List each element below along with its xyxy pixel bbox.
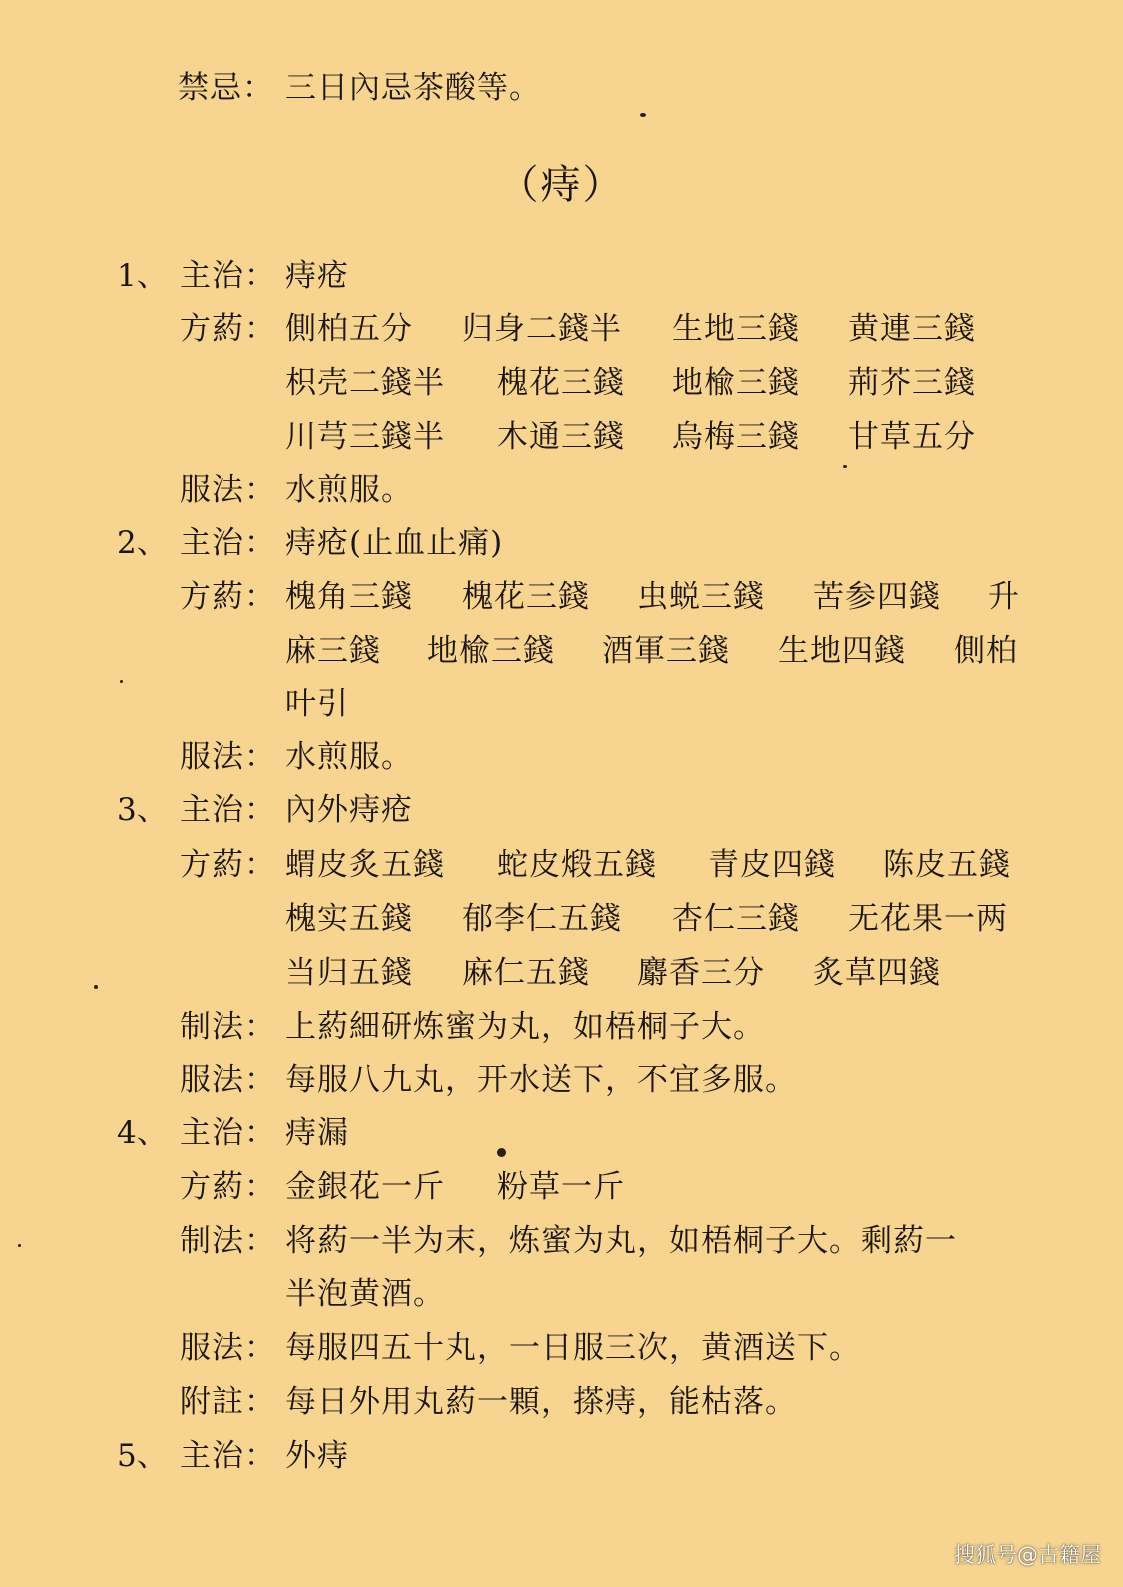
herb-item: 归身二錢半 — [462, 311, 622, 347]
herb-item: 槐花三錢 — [462, 579, 590, 615]
zhuzhi-text: 內外痔疮 — [285, 792, 413, 828]
herb-item: 杏仁三錢 — [672, 901, 800, 937]
section-title: （痔） — [498, 162, 625, 208]
herb-item: 虫蜕三錢 — [637, 579, 765, 615]
entry-number: 5、 — [117, 1438, 168, 1474]
herb-item: 側柏五分 — [285, 311, 413, 347]
scan-speck — [120, 680, 123, 683]
herb-item: 生地三錢 — [672, 311, 800, 347]
fangyao-label: 方葯： — [180, 311, 276, 347]
herb-item: 无花果一两 — [848, 901, 1008, 937]
zhuzhi-label: 主治： — [180, 1438, 276, 1474]
herb-item: 郁李仁五錢 — [462, 901, 622, 937]
herb-item: 荊芥三錢 — [848, 365, 976, 401]
herb-item: 金銀花一斤 — [285, 1169, 445, 1205]
herb-item: 酒軍三錢 — [602, 633, 730, 669]
herb-item: 叶引 — [285, 686, 349, 722]
fangyao-label: 方葯： — [180, 1169, 276, 1205]
entry-number: 3、 — [117, 792, 168, 828]
jinji-label: 禁忌： — [178, 70, 274, 106]
herb-item: 地楡三錢 — [672, 365, 800, 401]
zhuzhi-label: 主治： — [180, 792, 276, 828]
fangyao-label: 方葯： — [180, 847, 276, 883]
herb-item: 粉草一斤 — [497, 1169, 625, 1205]
scan-speck — [640, 113, 646, 117]
zhifa-label: 制法： — [180, 1223, 276, 1259]
entry-number: 1、 — [117, 258, 168, 294]
zhuzhi-text: 外痔 — [285, 1438, 349, 1474]
herb-item: 炙草四錢 — [813, 955, 941, 991]
herb-item: 蛇皮煅五錢 — [497, 847, 657, 883]
herb-item: 槐实五錢 — [285, 901, 413, 937]
fangyao-label: 方葯： — [180, 579, 276, 615]
zhifa-text: 将葯一半为末，炼蜜为丸，如梧桐子大。剩葯一 — [285, 1223, 957, 1259]
fufa-label: 服法： — [180, 1330, 276, 1366]
entry-number: 2、 — [117, 525, 168, 561]
herb-item: 槐花三錢 — [497, 365, 625, 401]
scan-speck — [94, 985, 98, 989]
jinji-text: 三日內忌茶酸等。 — [285, 70, 541, 106]
herb-item: 麝香三分 — [637, 955, 765, 991]
herb-item: 苦参四錢 — [813, 579, 941, 615]
zhuzhi-label: 主治： — [180, 258, 276, 294]
entry-number: 4、 — [117, 1115, 168, 1151]
fufa-label: 服法： — [180, 472, 276, 508]
fufa-label: 服法： — [180, 739, 276, 775]
herb-item: 枳壳二錢半 — [285, 365, 445, 401]
fufa-text: 水煎服。 — [285, 739, 413, 775]
scan-speck — [843, 465, 847, 468]
herb-item: 木通三錢 — [497, 419, 625, 455]
scan-speck — [497, 1148, 506, 1157]
herb-item: 烏梅三錢 — [672, 419, 800, 455]
fuzhu-text: 每日外用丸葯一顆，搽痔，能枯落。 — [285, 1384, 797, 1420]
scan-speck — [18, 1244, 21, 1247]
fufa-label: 服法： — [180, 1062, 276, 1098]
herb-item: 側柏 — [954, 633, 1018, 669]
zhuzhi-text: 痔疮(止血止痛) — [285, 525, 504, 561]
herb-item: 青皮四錢 — [708, 847, 836, 883]
herb-item: 槐角三錢 — [285, 579, 413, 615]
fufa-text: 每服四五十丸，一日服三次，黄酒送下。 — [285, 1330, 861, 1366]
fuzhu-label: 附註： — [180, 1384, 276, 1420]
herb-item: 升 — [988, 579, 1020, 615]
herb-item: 蝟皮炙五錢 — [285, 847, 445, 883]
zhifa-text-continued: 半泡黄酒。 — [285, 1276, 445, 1312]
zhuzhi-text: 痔漏 — [285, 1115, 349, 1151]
fufa-text: 水煎服。 — [285, 472, 413, 508]
herb-item: 陈皮五錢 — [883, 847, 1011, 883]
fufa-text: 每服八九丸，开水送下，不宜多服。 — [285, 1062, 797, 1098]
zhifa-label: 制法： — [180, 1009, 276, 1045]
herb-item: 甘草五分 — [848, 419, 976, 455]
herb-item: 麻三錢 — [285, 633, 381, 669]
herb-item: 地楡三錢 — [427, 633, 555, 669]
zhuzhi-label: 主治： — [180, 525, 276, 561]
zhuzhi-text: 痔疮 — [285, 258, 349, 294]
herb-item: 黄連三錢 — [848, 311, 976, 347]
watermark: 搜狐号@古籍屋 — [954, 1543, 1101, 1567]
herb-item: 生地四錢 — [778, 633, 906, 669]
herb-item: 麻仁五錢 — [462, 955, 590, 991]
zhuzhi-label: 主治： — [180, 1115, 276, 1151]
herb-item: 川芎三錢半 — [285, 419, 445, 455]
zhifa-text: 上葯細研炼蜜为丸，如梧桐子大。 — [285, 1009, 765, 1045]
herb-item: 当归五錢 — [285, 955, 413, 991]
